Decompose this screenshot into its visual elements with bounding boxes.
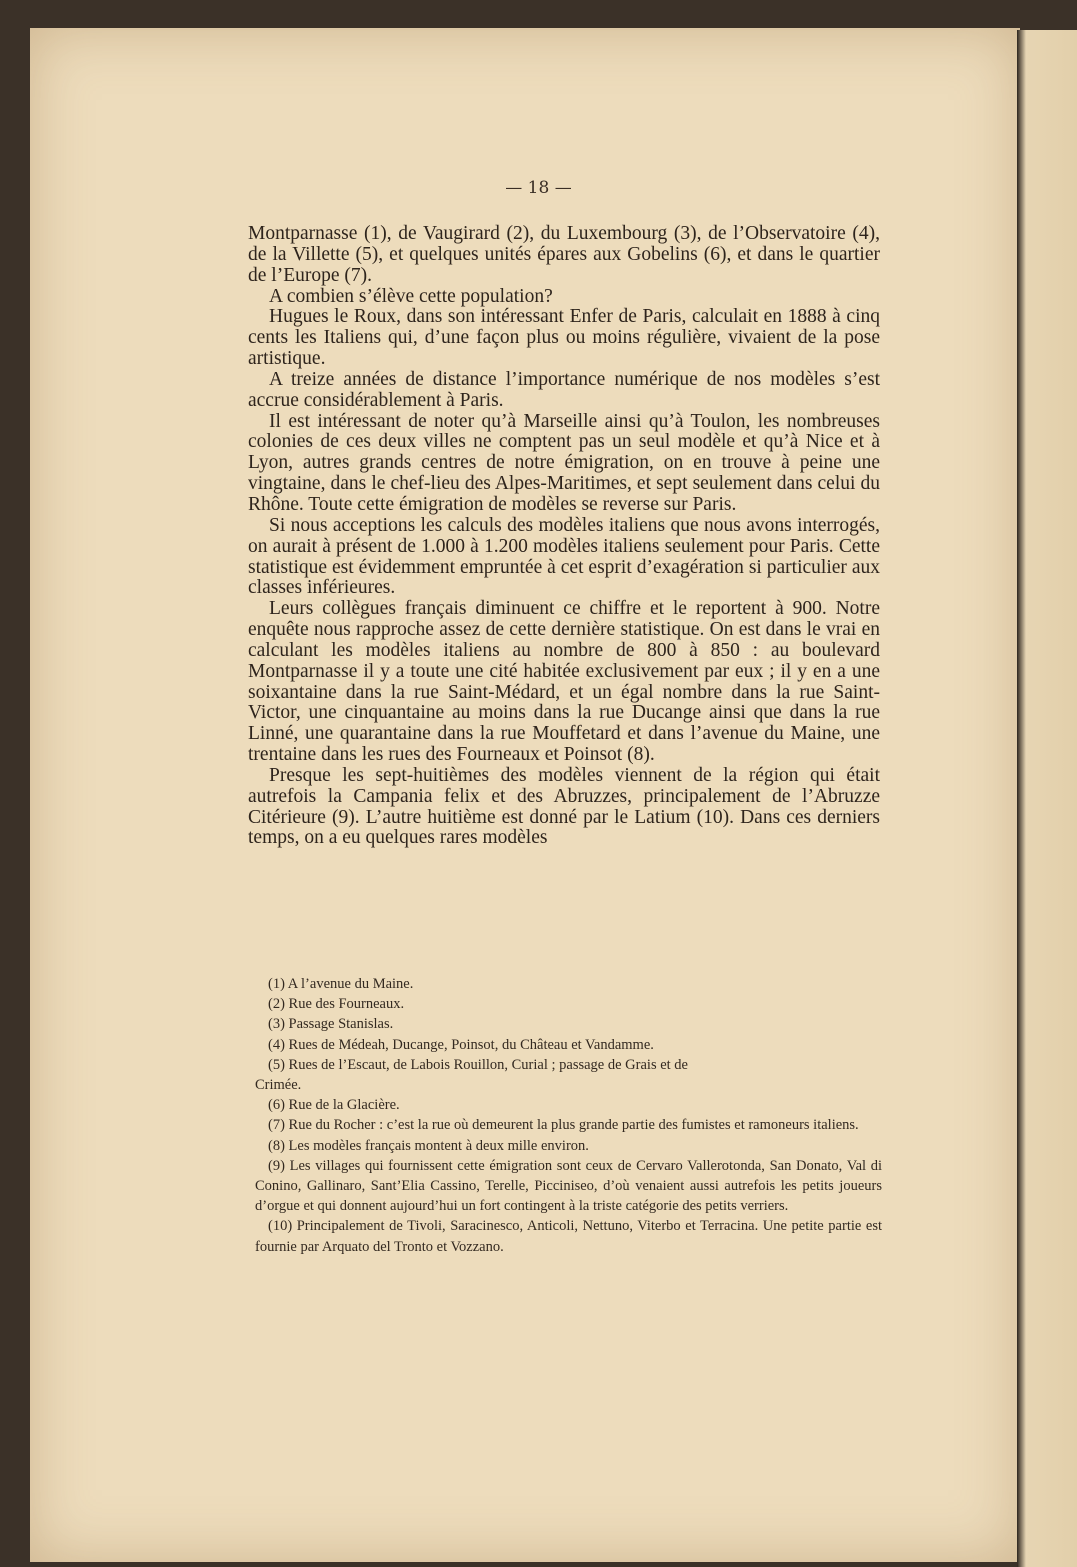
footnote: (3) Passage Stanislas. xyxy=(268,1016,394,1033)
next-page-edge xyxy=(1017,30,1077,1567)
footnote: (10) Principalement de Tivoli, Saracinesco, Anticoli, Nettuno, Viterbo et Terracina. Une petite partie est fournie par Arquato del Tronto et Vozzano. xyxy=(255,1218,882,1255)
body-text xyxy=(248,224,880,849)
footnote: (7) Rue du Rocher : c’est la rue où demeurent la plus grande partie des fumistes et ramoneurs italiens. xyxy=(268,1117,859,1134)
footnote: (2) Rue des Fourneaux. xyxy=(268,996,405,1013)
page-number: — 18 — xyxy=(505,178,572,198)
footnote: (8) Les modèles français montent à deux mille environ. xyxy=(268,1137,589,1154)
footnote-continuation: Crimée. xyxy=(255,1077,302,1094)
paragraph: Presque les sept-huitièmes des modèles viennent de la région qui était autrefois la Campania felix et des Abruzzes, principalement de l’Abruzze Citérieure (9). L’autre huitième est donné par le Latium (10). Dans ces derniers temps, on a eu quelques rares modèles xyxy=(248,764,880,849)
footnote: (4) Rues de Médeah, Ducange, Poinsot, du Château et Vandamme. xyxy=(268,1036,654,1053)
paragraph: Si nous acceptions les calculs des modèles italiens que nous avons interrogés, on aurait à présent de 1.000 à 1.200 modèles italiens seulement pour Paris. Cette statistique est évidemment empruntée à cet esprit d’exagération si particulier aux classes inférieures. xyxy=(248,514,880,599)
footnote: (6) Rue de la Glacière. xyxy=(268,1097,400,1114)
footnote: (1) A l’avenue du Maine. xyxy=(268,976,414,992)
footnote: (9) Les villages qui fournissent cette émigration sont ceux de Cervaro Vallerotonda, San Donato, Val di Conino, Gallinaro, Sant’Elia Cassino, Terelle, Picciniseo, d’où venaient aussi autrefois les petits joueurs d’orgue et qui donnent aujourd’hui un fort contingent à la triste catégorie des petits verriers. xyxy=(255,1157,882,1215)
paragraph: Hugues le Roux, dans son intéressant Enfer de Paris, calculait en 1888 à cinq cents les Italiens qui, d’une façon plus ou moins régulière, vivaient de la pose artistique. xyxy=(248,306,880,370)
footnotes xyxy=(255,974,882,1257)
paragraph: Leurs collègues français diminuent ce chiffre et le reportent à 900. Notre enquête nous rapproche assez de cette dernière statistique. On est dans le vrai en calculant les modèles italiens au nombre de 800 à 850 : au boulevard Montparnasse il y a toute une cité habitée exclusivement par eux ; il y en a une soixantaine dans la rue Saint-Médard, et un égal nombre dans la rue Saint-Victor, une cinquantaine au moins dans la rue Ducange ainsi que dans la rue Linné, une quarantaine dans la rue Mouffetard et dans l’avenue du Maine, une trentaine dans les rues des Fourneaux et Poinsot (8). xyxy=(248,598,880,766)
paragraph: Il est intéressant de noter qu’à Marseille ainsi qu’à Toulon, les nombreuses colonies de ces deux villes ne comptent pas un seul modèle et qu’à Nice et à Lyon, autres grands centres de notre émigration, on en trouve à peine une vingtaine, dans le chef-lieu des Alpes-Maritimes, et sept seulement dans celui du Rhône. Toute cette émigration de modèles se reverse sur Paris. xyxy=(248,410,880,515)
paragraph: A combien s’élève cette population? xyxy=(269,285,553,307)
footnote: (5) Rues de l’Escaut, de Labois Rouillon, Curial ; passage de Grais et de xyxy=(268,1056,688,1073)
paragraph: Montparnasse (1), de Vaugirard (2), du Luxembourg (3), de l’Observatoire (4), de la Villette (5), et quelques unités épares aux Gobelins (6), et dans le quartier de l’Europe (7). xyxy=(248,223,880,286)
paragraph: A treize années de distance l’importance numérique de nos modèles s’est accrue considérablement à Paris. xyxy=(248,368,880,411)
